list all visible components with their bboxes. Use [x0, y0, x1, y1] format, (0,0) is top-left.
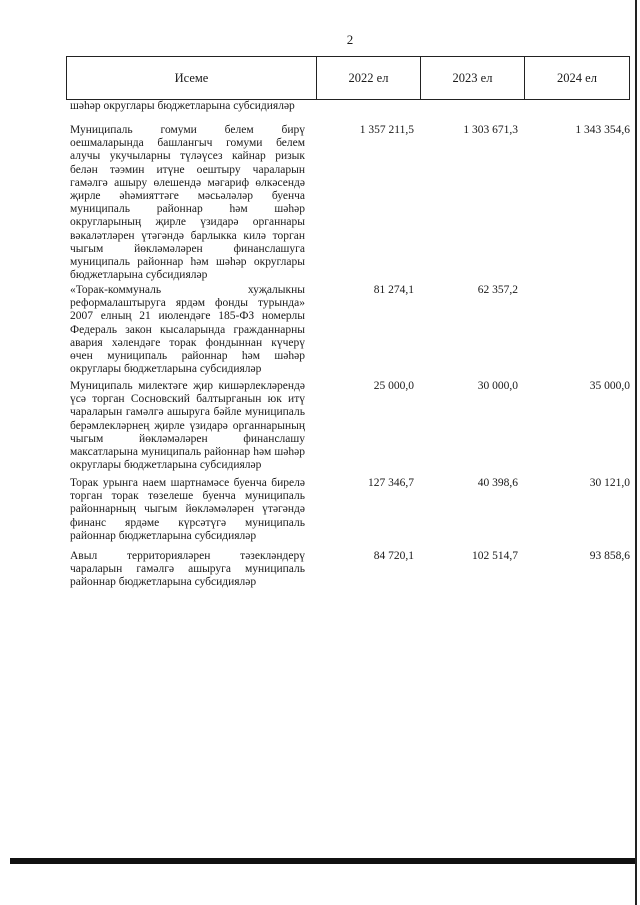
- value-2024: 1 343 354,6: [575, 124, 630, 136]
- value-2023: 62 357,2: [477, 284, 518, 296]
- scan-border-bottom: [10, 858, 635, 864]
- header-name: Исеме: [67, 57, 317, 99]
- continuation-text: шәһәр округлары бюджетларына субсидияләр: [70, 100, 295, 112]
- header-2023: 2023 ел: [421, 57, 525, 99]
- value-2023: 1 303 671,3: [463, 124, 518, 136]
- value-2023: 40 398,6: [477, 477, 518, 489]
- value-2022: 127 346,7: [368, 477, 414, 489]
- value-2024: 30 121,0: [589, 477, 630, 489]
- row-name: Муниципаль гомуми белем бирү оешмаларында башлангыч гомуми белем алучы укучыларны түләүсез кайнар ризык белән тәэмин итүне оештыру чараларын гамәлгә ашыру өлешендә мәгариф өлкәсендә җирле әһәмияттәге мәсьәләләр буенча муниципаль районнар һәм шәһәр округларының җирле үзидарә органнары вәкаләтләрен үтәгәндә барлыкка килә торган чыгым йөкләмәләрен финанслашуга муниципаль районнар һәм шәһәр округлары бюджетларына субсидияләр: [70, 124, 305, 282]
- value-2022: 81 274,1: [373, 284, 414, 296]
- row-name: Торак урынга наем шартнамәсе буенча бирелә торган торак төзелеше буенча муниципаль районнарның чыгым йөкләмәләрен үтәгәндә финанс ярдәме күрсәтүгә муниципаль районнар бюджетларына субсидияләр: [70, 477, 305, 542]
- header-2022: 2022 ел: [317, 57, 421, 99]
- value-2024: 35 000,0: [589, 380, 630, 392]
- header-2024: 2024 ел: [557, 70, 597, 85]
- value-2022: 1 357 211,5: [359, 124, 414, 136]
- value-2023: 102 514,7: [472, 550, 518, 562]
- scan-border-right: [635, 0, 637, 905]
- value-2024: 93 858,6: [589, 550, 630, 562]
- row-name: Авыл территорияләрен тәзекләндерү чараларын гамәлгә ашыруга муниципаль районнар бюджетларына субсидияләр: [70, 550, 305, 589]
- row-name: Муниципаль милектәге җир кишәрлекләрендә үсә торган Сосновский балтырганын юк итү чараларын гамәлгә ашыруга бәйле муниципаль берәмлекләрнең җирле үзидарә органнарының чыгым йөкләмәләрен финанслашу максатларына муниципаль районнар һәм шәһәр округлары бюджетларына субсидияләр: [70, 380, 305, 472]
- value-2022: 25 000,0: [373, 380, 414, 392]
- value-2023: 30 000,0: [477, 380, 518, 392]
- value-2022: 84 720,1: [373, 550, 414, 562]
- page-number: 2: [346, 32, 354, 47]
- table-header: [66, 56, 630, 100]
- row-name: «Торак-коммуналь хуҗалыкны реформалаштыруга ярдәм фонды турында» 2007 елның 21 июлендәге 185-ФЗ номерлы Федераль закон кысаларында гражданнарны авария хәлендәге торак фондыннан күчерү өчен муниципаль районнар һәм шәһәр округлары бюджетларына субсидияләр: [70, 284, 305, 376]
